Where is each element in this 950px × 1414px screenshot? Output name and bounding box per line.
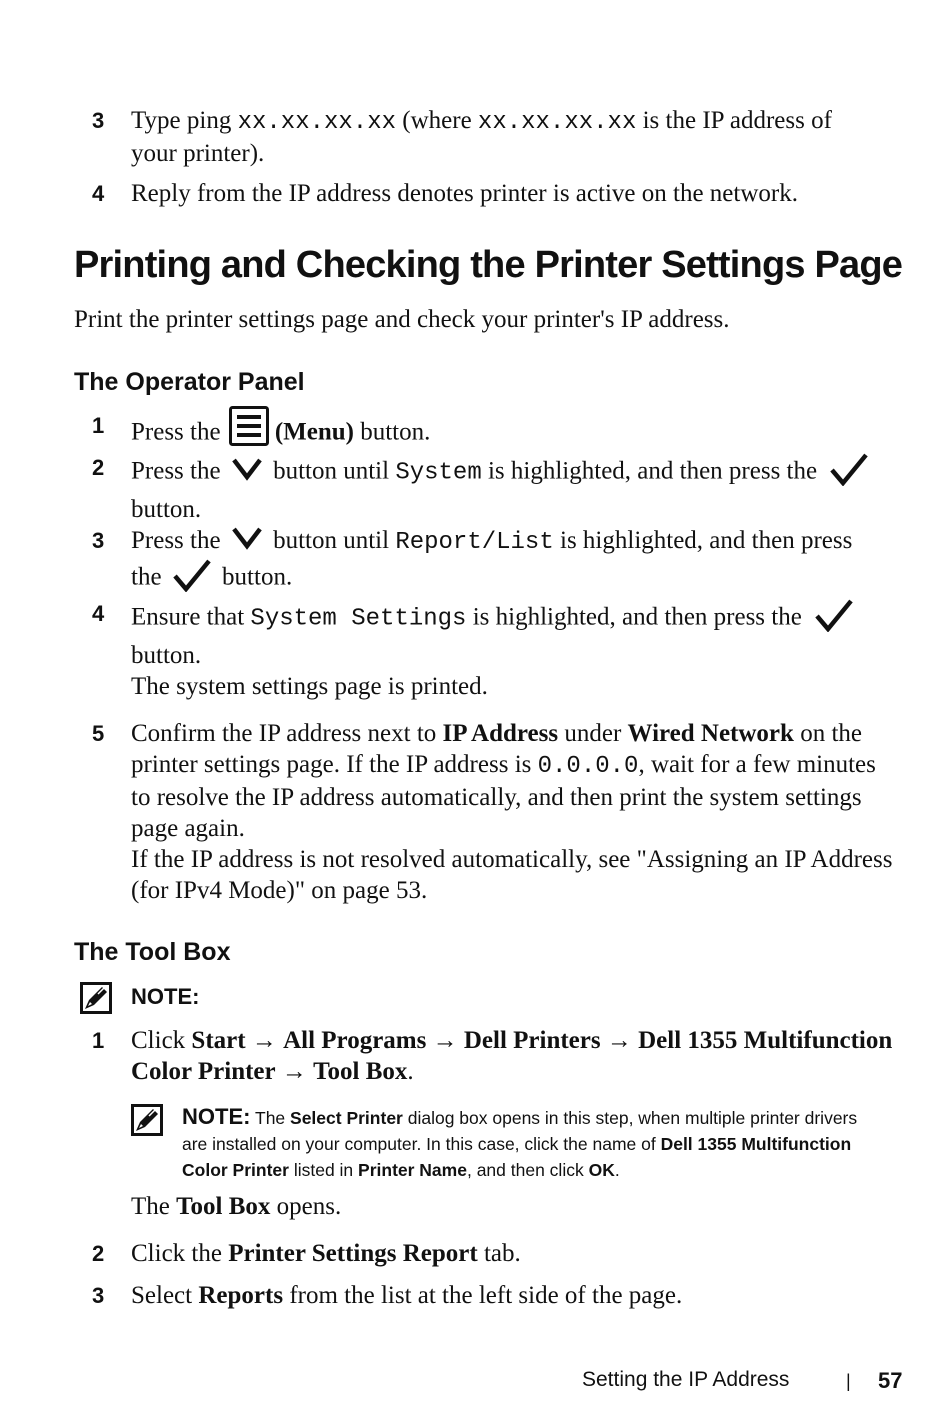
step-text: Confirm the IP address next to IP Address under Wired Network on the printer settings page. If the IP address is 0.0.0.0, wait for a few minutes to resolve the IP address automatically, and then print the system settings page again. If the IP address is not resolved automatically, see "Assigning an IP Address (for IPv4 Mode)" on page 53. (131, 720, 893, 904)
step-number: 4 (92, 601, 105, 626)
subsection-heading-operator-panel: The Operator Panel (74, 368, 305, 396)
step-text: Click the Printer Settings Report tab. (131, 1240, 521, 1267)
ip-code: xx.xx.xx.xx (237, 109, 397, 136)
chevron-down-icon (231, 457, 263, 489)
step-number: 5 (92, 721, 105, 746)
subsection-heading-tool-box: The Tool Box (74, 938, 231, 966)
checkmark-icon (172, 558, 212, 600)
step-number: 3 (92, 528, 105, 553)
step-number: 4 (92, 181, 105, 206)
step-text: Press the button until System is highlighted, and then press the button. (131, 452, 906, 525)
chevron-down-icon (231, 526, 263, 558)
step-text: Ensure that System Settings is highlighted, and then press the button. (131, 598, 906, 671)
section-title: Printing and Checking the Printer Settings Page (74, 244, 903, 286)
step-text: Select Reports from the list at the left side of the page. (131, 1282, 683, 1309)
step-text: Reply from the IP address denotes printer is active on the network. (131, 180, 798, 207)
checkmark-icon (814, 598, 854, 640)
checkmark-icon (829, 452, 869, 494)
note-pencil-icon (131, 1104, 163, 1141)
note-label: NOTE: (131, 984, 200, 1009)
step-text: Type ping xx.xx.xx.xx (where xx.xx.xx.xx is the IP address of your printer). (131, 107, 832, 167)
ip-code: xx.xx.xx.xx (477, 109, 637, 136)
step-number: 3 (92, 108, 105, 133)
step-4-result: The system settings page is printed. (131, 673, 488, 700)
step-number: 2 (92, 1241, 105, 1266)
step-number: 3 (92, 1283, 105, 1308)
tool-box-result: The Tool Box opens. (131, 1193, 342, 1220)
footer-section-title: Setting the IP Address (582, 1368, 790, 1391)
page-number: 57 (878, 1368, 903, 1393)
step-number: 1 (92, 1028, 105, 1053)
step-number: 1 (92, 413, 105, 438)
section-intro: Print the printer settings page and check your printer's IP address. (74, 306, 730, 333)
footer-separator: | (846, 1371, 851, 1391)
step-text: Press the button until Report/List is highlighted, and then press the button. (131, 525, 906, 600)
step-text: Press the (Menu) button. (131, 410, 906, 458)
inner-note: NOTE: The Select Printer dialog box opens in this step, when multiple printer drivers are installed on your computer. In this case, click the name of Dell 1355 Multifunction Color Printer listed in Printer Name, and then click OK. (182, 1104, 858, 1180)
step-text: Click Start → All Programs → Dell Printers → Dell 1355 Multifunction Color Printer → Tool Box. (131, 1027, 893, 1085)
menu-icon (229, 406, 269, 454)
note-pencil-icon (80, 982, 112, 1019)
step-number: 2 (92, 455, 105, 480)
